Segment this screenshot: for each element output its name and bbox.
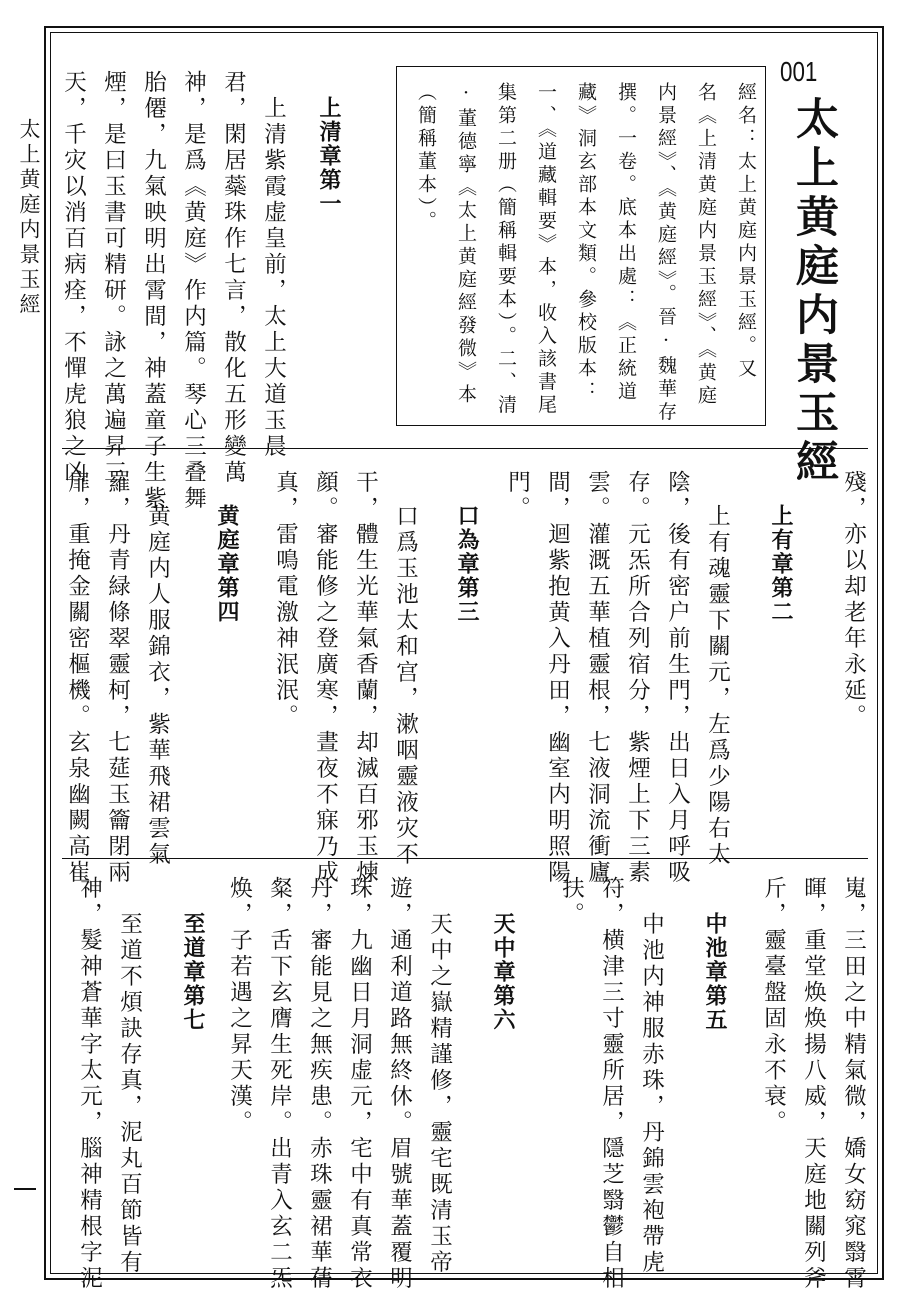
text-column: 煙，是曰玉書可精研。詠之萬遍昇三 [100,70,127,486]
note-line: 内景經》、《黄庭經》。晉·魏華存 [655,82,677,425]
text-column: 符，横津三寸靈所居，隱芝翳鬱自相 [598,876,625,1292]
text-column: 焕，子若遇之昇天漢。 [226,876,253,1136]
text-column: 珠，九幽日月洞虚元，宅中有真常衣 [346,876,373,1292]
section-heading: 天中章第六 [490,912,516,1032]
section-heading: 口為章第三 [454,504,480,624]
text-column: 真，雷鳴電激神泯泯。 [272,470,299,730]
text-column: 嵬，三田之中精氣微，嬌女窈窕翳霄 [840,876,867,1292]
entry-number: 001 [780,56,818,87]
note-line: 藏》洞玄部本文類。參校版本： [575,82,597,404]
text-column: 上有魂靈下關元，左爲少陽右太 [704,504,731,868]
text-column: 陰，後有密户前生門，出日入月呼吸 [664,470,691,886]
note-line: 集第二册（簡稱輯要本）。二、清 [495,82,517,418]
text-column: 神，髮神蒼華字太元，腦神精根字泥 [76,876,103,1292]
text-column: 雲。灌溉五華植靈根，七液洞流衝廬 [584,470,611,886]
text-column: 間，迴紫抱黄入丹田，幽室内明照陽 [544,470,571,886]
section-heading: 上有章第二 [768,504,794,624]
page-title: 太上黄庭内景玉經 [789,96,839,488]
text-column: 至道不煩訣存真，泥丸百節皆有 [116,912,143,1276]
text-column: 胎僊，九氣映明出霄間，神蓋童子生紫 [140,70,167,512]
text-column: 扶。 [558,876,585,928]
text-column: 顔。審能修之登廣寒，晝夜不寐乃成 [312,470,339,886]
text-column: 門。 [504,470,531,522]
note-line: 一、《道藏輯要》本，收入該書尾 [535,82,557,418]
section-heading: 中池章第五 [702,912,728,1032]
note-line: 經名：太上黄庭内景玉經。又 [735,82,757,381]
text-column: 粲，舌下玄膺生死岸。出青入玄二炁 [266,876,293,1292]
text-column: 斤，靈臺盤固永不衰。 [760,876,787,1136]
sidebar-book-title: 太上黄庭内景玉經 [17,118,41,318]
text-column: 羅，丹青緑條翠靈柯，七莚玉籥閉兩 [104,470,131,886]
text-column: 干，體生光華氣香蘭，却滅百邪玉煉 [352,470,379,886]
section-heading: 上清章第一 [316,96,342,216]
text-column: 扉，重掩金關密樞機。玄泉幽闕高崔 [64,470,91,886]
note-line: （簡稱董本）。 [415,82,437,234]
page-number [14,1188,36,1190]
note-line: ·董德寧《太上黄庭經發微》本 [455,82,477,407]
text-column: 天，千灾以消百病痊，不憚虎狼之凶 [60,70,87,486]
text-column: 黄庭内人服錦衣，紫華飛裙雲氣 [144,504,171,868]
text-column: 天中之嶽精謹修，靈宅既清玉帝 [426,912,453,1276]
text-column: 丹，審能見之無疾患。赤珠靈裙華蒨 [306,876,333,1292]
text-column: 神，是爲《黄庭》作内篇。琴心三叠舞 [180,70,207,512]
text-column: 遊，通利道路無終休。眉號華蓋覆明 [386,876,413,1292]
text-column: 上清紫霞虚皇前，太上大道玉晨 [260,96,287,460]
text-column: 暉，重堂焕焕揚八威，天庭地關列斧 [800,876,827,1292]
row-divider-2 [62,858,868,859]
note-line: 撰。一卷。底本出處：《正統道 [615,82,637,404]
text-column: 存。元炁所合列宿分，紫煙上下三素 [624,470,651,886]
text-column: 口爲玉池太和宫，漱咽靈液灾不 [392,504,419,868]
section-heading: 至道章第七 [180,912,206,1032]
section-heading: 黄庭章第四 [214,504,240,624]
note-line: 名《上清黄庭内景玉經》、《黄庭 [695,82,717,408]
text-column: 君，閑居蘂珠作七言，散化五形變萬 [220,70,247,486]
text-column: 中池内神服赤珠，丹錦雲袍帶虎 [638,912,665,1276]
text-column: 殘，亦以却老年永延。 [840,470,867,730]
